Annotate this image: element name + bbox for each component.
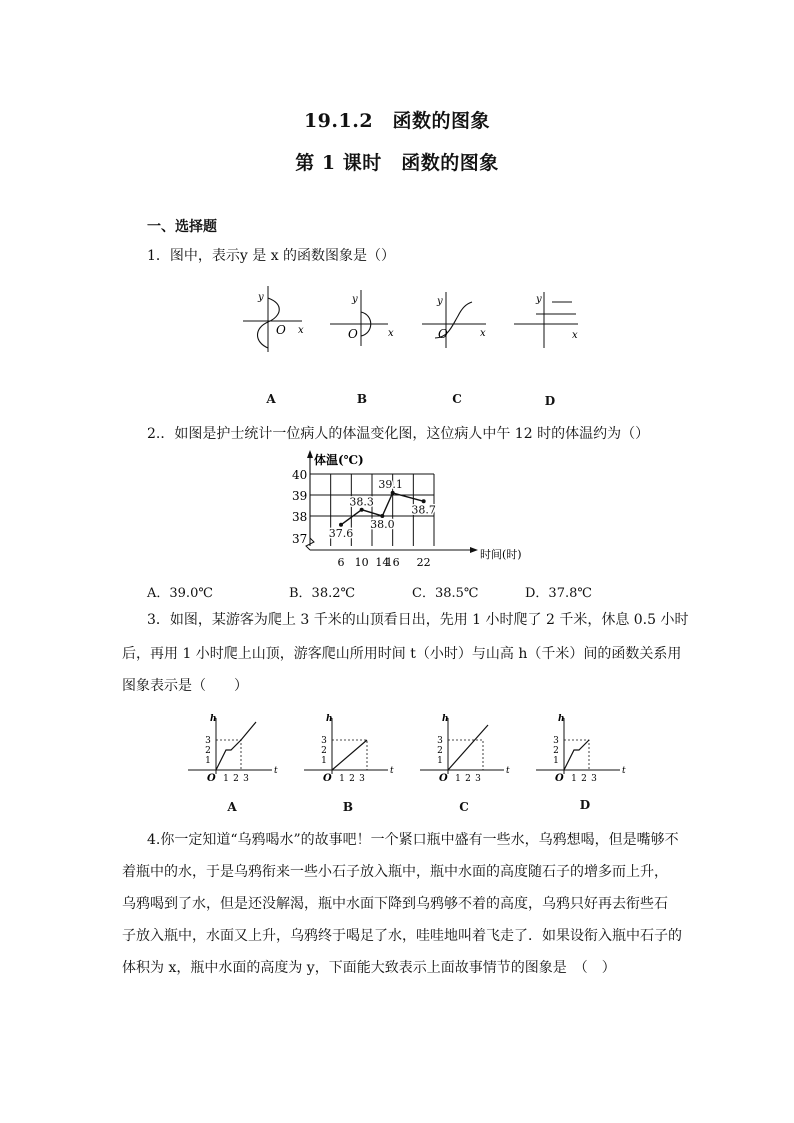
y-tick-label: 37	[292, 532, 308, 546]
origin-label: O	[207, 773, 216, 784]
graph-line	[332, 740, 367, 770]
y-axis-arrow	[307, 450, 313, 458]
chart-plot	[292, 450, 522, 569]
q3-graph-d	[534, 712, 630, 784]
t-axis-label: t	[506, 766, 510, 776]
graph-line	[448, 725, 488, 770]
y-label: y	[258, 292, 264, 303]
y-tick-label: 40	[292, 468, 308, 482]
y-label: y	[352, 294, 358, 305]
q2-choice-d: D．37.8℃	[525, 586, 592, 601]
x-axis-label: 时间(时)	[480, 548, 522, 561]
data-label: 39.1	[378, 477, 403, 491]
q2-choice-c: C．38.5℃	[412, 586, 479, 601]
graph-line	[216, 722, 256, 770]
page-title: 19.1.2 函数的图象	[303, 110, 491, 132]
h-axis-label: h	[442, 714, 449, 724]
h-tick-label: 2	[321, 746, 327, 756]
q1-option-b-label: B	[356, 392, 368, 406]
x-axis-arrow	[470, 547, 478, 553]
h-tick-label: 3	[205, 736, 211, 746]
h-axis-label: h	[210, 714, 217, 724]
q1-graph-c	[420, 290, 496, 352]
origin-label: O	[348, 327, 358, 341]
q2-choice-b: B．38.2℃	[289, 586, 356, 601]
x-tick-label: 10	[354, 556, 369, 569]
t-tick-label: 3	[475, 774, 481, 784]
h-tick-label: 3	[553, 736, 559, 746]
q1-option-d-label: D	[544, 394, 556, 408]
q3-option-d-label: D	[579, 798, 591, 812]
q3-graph-b	[302, 712, 398, 784]
h-tick-label: 1	[437, 756, 443, 766]
t-tick-label: 2	[581, 774, 587, 784]
y-label: y	[437, 296, 443, 307]
origin-label: O	[439, 773, 448, 784]
x-tick-label: 16	[385, 556, 400, 569]
q2-temperature-chart	[288, 446, 548, 576]
h-tick-label: 3	[321, 736, 327, 746]
q1-graph-d	[512, 290, 592, 352]
y-tick-label: 38	[292, 510, 308, 524]
y-axis-label: 体温(℃)	[314, 453, 364, 467]
t-axis-label: t	[274, 766, 278, 776]
question-3-line-1: 3．如图，某游客为爬上 3 千米的山顶看日出，先用 1 小时爬了 2 千米，休息 0.5 小时	[147, 612, 689, 628]
question-1-text: 1．图中，表示y 是 x 的函数图象是（）	[147, 248, 396, 264]
q3-graph-c	[418, 712, 514, 784]
x-label: x	[572, 330, 578, 341]
t-tick-label: 2	[233, 774, 239, 784]
question-4-line-1: 4.你一定知道“乌鸦喝水”的故事吧！一个紧口瓶中盛有一些水，乌鸦想喝，但是嘴够不	[147, 832, 679, 848]
t-tick-label: 2	[349, 774, 355, 784]
q3-option-b-label: B	[342, 800, 354, 814]
q3-graph-a	[186, 712, 282, 784]
y-label: y	[536, 294, 542, 305]
question-3-line-2: 后，再用 1 小时爬上山顶，游客爬山所用时间 t（小时）与山高 h（千米）间的函数关系用	[122, 646, 682, 662]
guide-lines	[448, 740, 483, 770]
x-label: x	[388, 328, 394, 339]
h-tick-label: 3	[437, 736, 443, 746]
q2-choice-a: A．39.0℃	[147, 586, 213, 601]
t-axis-label: t	[622, 766, 626, 776]
q1-option-a-label: A	[266, 392, 276, 406]
x-tick-label: 6	[337, 556, 345, 569]
x-tick-label: 14	[375, 556, 390, 569]
h-axis-label: h	[558, 714, 565, 724]
q3-option-a-label: A	[227, 800, 237, 814]
graph-line	[564, 740, 589, 770]
question-3-line-3: 图象表示是（ ）	[122, 678, 248, 694]
data-point	[391, 491, 395, 495]
x-tick-label: 22	[416, 556, 431, 569]
t-tick-label: 1	[339, 774, 345, 784]
q3-option-c-label: C	[459, 800, 469, 814]
h-tick-label: 2	[437, 746, 443, 756]
t-tick-label: 2	[465, 774, 471, 784]
t-tick-label: 3	[591, 774, 597, 784]
t-axis-label: t	[390, 766, 394, 776]
q1-option-c-label: C	[452, 392, 462, 406]
q1-graph-b	[328, 288, 400, 350]
x-label: x	[298, 325, 304, 336]
t-tick-label: 1	[571, 774, 577, 784]
question-4-line-5: 体积为 x，瓶中水面的高度为 y，下面能大致表示上面故事情节的图象是 （ ）	[122, 960, 616, 976]
question-4-line-2: 着瓶中的水，于是乌鸦衔来一些小石子放入瓶中，瓶中水面的高度随石子的增多而上升，	[122, 864, 668, 880]
data-label: 37.6	[328, 526, 354, 540]
data-label: 38.3	[349, 495, 374, 509]
t-tick-label: 3	[243, 774, 249, 784]
y-tick-label: 39	[292, 489, 308, 503]
page-subtitle: 第 1 课时 函数的图象	[295, 152, 499, 174]
data-label: 38.7	[411, 503, 436, 517]
h-tick-label: 2	[553, 746, 559, 756]
question-2-text: 2.．如图是护士统计一位病人的体温变化图，这位病人中午 12 时的体温约为（）	[147, 426, 650, 442]
question-4-line-4: 子放入瓶中，水面又上升，乌鸦终于喝足了水，哇哇地叫着飞走了．如果设衔入瓶中石子的	[122, 928, 682, 944]
h-axis-label: h	[326, 714, 333, 724]
origin-label: O	[438, 327, 448, 341]
t-tick-label: 1	[223, 774, 229, 784]
h-tick-label: 1	[553, 756, 559, 766]
q1-graph-a	[240, 284, 310, 354]
origin-label: O	[555, 773, 564, 784]
t-tick-label: 3	[359, 774, 365, 784]
data-label: 38.0	[370, 518, 395, 531]
h-tick-label: 1	[321, 756, 327, 766]
h-tick-label: 2	[205, 746, 211, 756]
origin-label: O	[323, 773, 332, 784]
section-heading: 一、选择题	[147, 219, 217, 235]
question-4-line-3: 乌鸦喝到了水，但是还没解渴，瓶中水面下降到乌鸦够不着的高度，乌鸦只好再去衔些石	[122, 896, 668, 912]
x-label: x	[480, 328, 486, 339]
t-tick-label: 1	[455, 774, 461, 784]
origin-label: O	[276, 323, 286, 337]
h-tick-label: 1	[205, 756, 211, 766]
